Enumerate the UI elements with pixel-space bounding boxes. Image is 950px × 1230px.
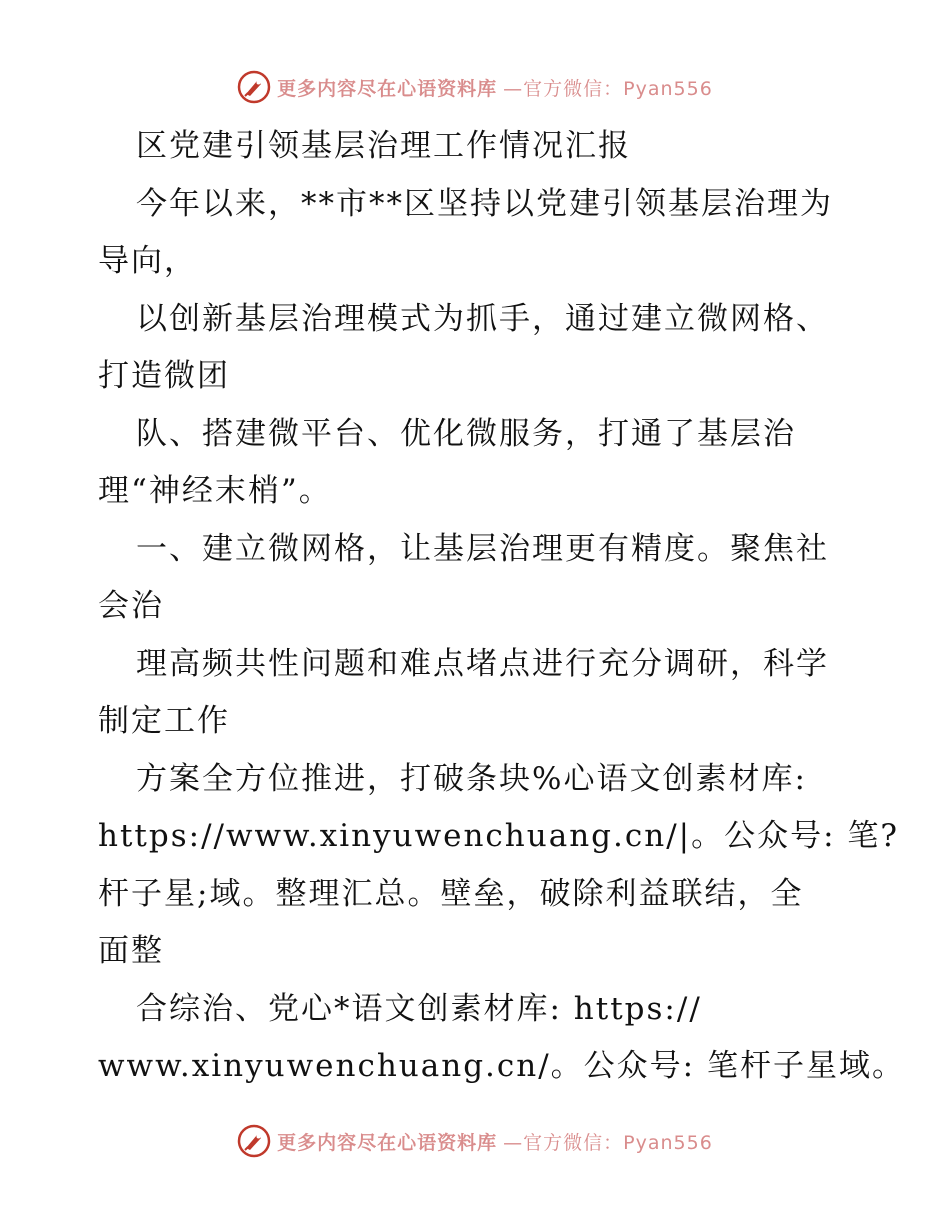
footer-watermark (0, 1124, 950, 1158)
pen-nib-logo-icon (237, 1124, 271, 1158)
watermark-text: 更多内容尽在心语资料库 (277, 77, 498, 100)
text-line: 方案全方位推进，打破条块%心语文创素材库: (136, 760, 807, 797)
watermark-suffix: —官方微信：Pyan556 (503, 1131, 713, 1154)
text-line: 打造微团 (98, 358, 230, 394)
text-line: www.xinyuwenchuang.cn/。公众号: 笔杆子星域。 (98, 1048, 905, 1084)
header-watermark (0, 70, 950, 104)
watermark-suffix: —官方微信：Pyan556 (503, 77, 713, 100)
text-line: 队、搭建微平台、优化微服务，打通了基层治 (136, 415, 796, 452)
text-line: 杆子星;域。整理汇总。壁垒，破除利益联结，全 (98, 875, 804, 912)
watermark-text: 更多内容尽在心语资料库 (277, 1131, 498, 1154)
text-line: 会治 (98, 588, 164, 624)
text-line: 区党建引领基层治理工作情况汇报 (136, 128, 631, 164)
text-line: 以创新基层治理模式为抓手，通过建立微网格、 (136, 300, 829, 337)
text-line: 今年以来，**市**区坚持以党建引领基层治理为 (136, 185, 833, 222)
text-line: 面整 (98, 933, 164, 969)
text-line: 理“神经末梢”。 (98, 473, 332, 509)
text-line: 合综治、党心*语文创素材库: https:// (136, 990, 702, 1027)
text-line: 导向， (98, 243, 197, 279)
text-line: 制定工作 (98, 703, 230, 739)
text-line: https://www.xinyuwenchuang.cn/|。公众号: 笔? (98, 818, 900, 854)
text-line: 理高频共性问题和难点堵点进行充分调研，科学 (136, 645, 829, 682)
document-body (98, 118, 905, 1096)
pen-nib-logo-icon (237, 70, 271, 104)
text-line: 一、建立微网格，让基层治理更有精度。聚焦社 (136, 530, 829, 567)
